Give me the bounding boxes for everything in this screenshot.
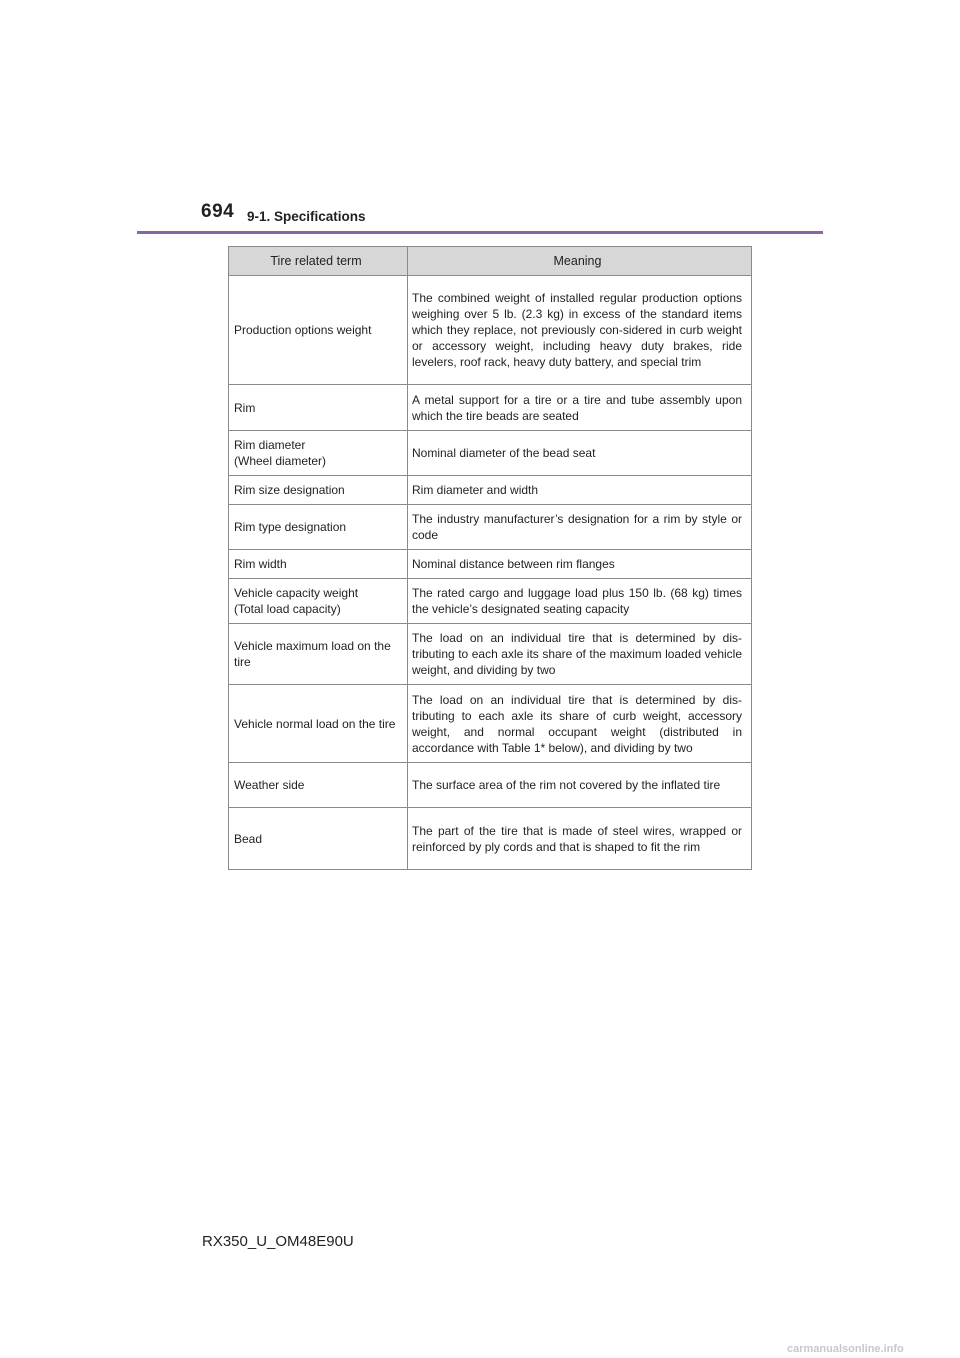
meaning-cell: Nominal distance between rim flanges [408,550,752,579]
table-row [229,505,752,550]
term-cell: Production options weight [229,276,408,385]
table-row [229,276,752,385]
meaning-cell: The industry manufacturer’s designation for a rim by style or code [408,505,752,550]
term-cell: Vehicle capacity weight (Total load capacity) [229,579,408,624]
watermark: carmanualsonline.info [787,1343,904,1355]
meaning-cell: The rated cargo and luggage load plus 150 lb. (68 kg) times the vehicle’s designated seating capacity [408,579,752,624]
meaning-cell: Rim diameter and width [408,476,752,505]
table-header-row [229,247,752,276]
tire-terms-table [228,246,752,870]
table-row [229,550,752,579]
column-header-term: Tire related term [229,247,408,276]
term-cell: Rim [229,385,408,431]
table-row [229,624,752,685]
term-cell: Vehicle maximum load on the tire [229,624,408,685]
table-row [229,431,752,476]
section-title: 9-1. Specifications [247,209,366,224]
page-header [0,0,960,240]
term-cell: Vehicle normal load on the tire [229,685,408,763]
term-cell: Rim width [229,550,408,579]
meaning-cell: The load on an individual tire that is determined by dis-tributing to each axle its share of curb weight, accessory weight, and normal occupant weight (distributed in accordance with Table 1* below), and dividing by two [408,685,752,763]
page-number: 694 [201,201,235,222]
meaning-cell: Nominal diameter of the bead seat [408,431,752,476]
term-cell: Rim type designation [229,505,408,550]
term-cell: Bead [229,808,408,870]
meaning-cell: A metal support for a tire or a tire and tube assembly upon which the tire beads are seated [408,385,752,431]
document-code: RX350_U_OM48E90U [202,1233,354,1250]
term-cell: Weather side [229,763,408,808]
table-row [229,763,752,808]
table-row [229,685,752,763]
term-cell: Rim size designation [229,476,408,505]
meaning-cell: The surface area of the rim not covered by the inflated tire [408,763,752,808]
meaning-cell: The part of the tire that is made of steel wires, wrapped or reinforced by ply cords and that is shaped to fit the rim [408,808,752,870]
column-header-meaning: Meaning [408,247,752,276]
meaning-cell: The load on an individual tire that is determined by dis-tributing to each axle its share of the maximum loaded vehicle weight, and dividing by two [408,624,752,685]
table-row [229,476,752,505]
table-row [229,385,752,431]
header-divider [137,231,823,234]
term-cell: Rim diameter (Wheel diameter) [229,431,408,476]
table-row [229,579,752,624]
meaning-cell: The combined weight of installed regular production options weighing over 5 lb. (2.3 kg) in excess of the standard items which they replace, not previously con-sidered in curb weight or accessory weight, including heavy duty brakes, ride levelers, roof rack, heavy duty battery, and special trim [408,276,752,385]
table-row [229,808,752,870]
